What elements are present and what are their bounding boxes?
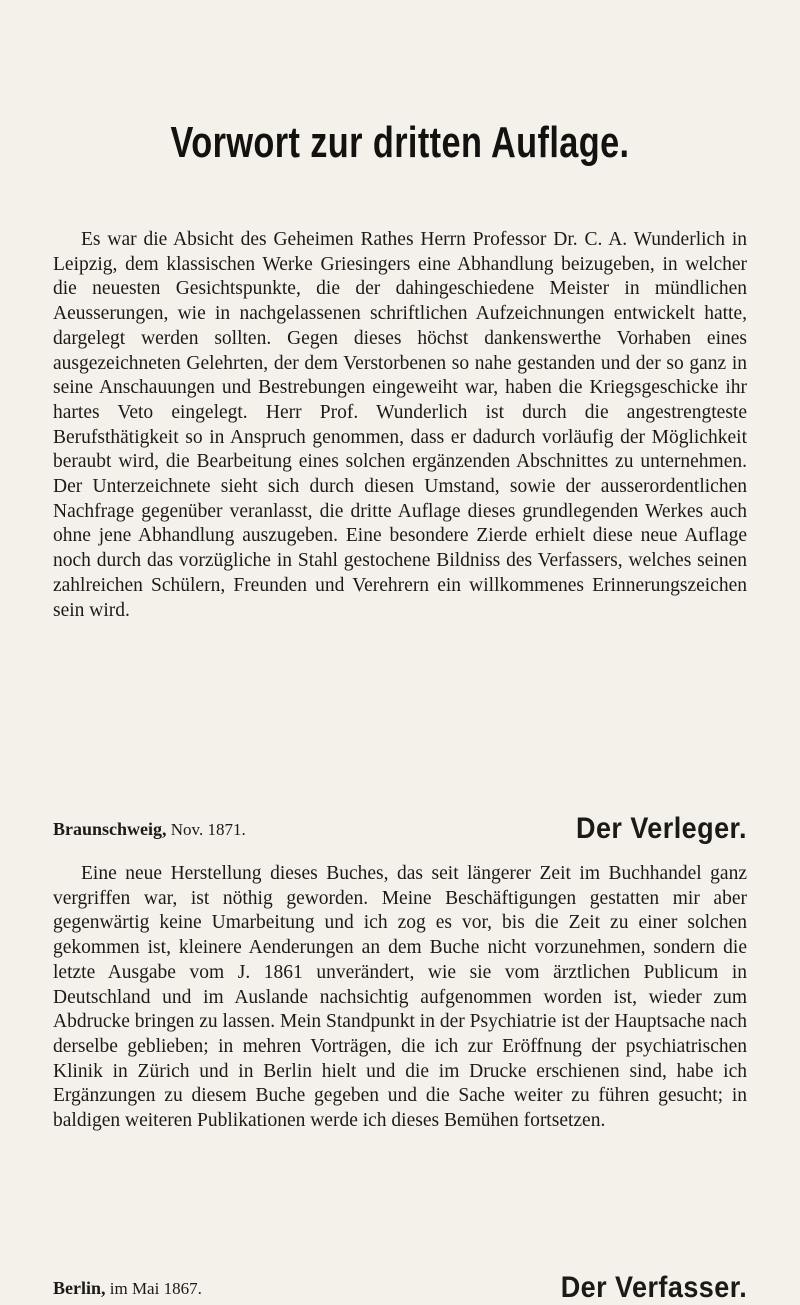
- publisher-date: Nov. 1871.: [170, 820, 246, 839]
- author-date: im Mai 1867.: [109, 1279, 202, 1298]
- publisher-dateline: [53, 819, 246, 840]
- author-signer: Der Verfasser.: [560, 1271, 747, 1304]
- publisher-signature-block: [53, 806, 747, 846]
- preface-publisher-paragraph: Es war die Absicht des Geheimen Rathes Herrn Professor Dr. C. A. Wunderlich in Leipzig, dem klassischen Werke Griesingers eine Abhandlung beizugeben, in welcher die neuesten Gesichtspunkte, die der dahingeschiedene Meister in mündlichen Aeusserungen, wie in nachgelassenen schriftlichen Aufzeichnungen entwickelt hatte, dargelegt werden sollten. Gegen dieses höchst dankenswerthe Vorhaben eines ausgezeichneten Gelehrten, der dem Verstorbenen so nahe gestanden und der so ganz in seine Anschauungen und Bestrebungen eingeweiht war, haben die Kriegsgeschicke ihr hartes Veto eingelegt. Herr Prof. Wunderlich ist durch die angestrengteste Berufsthätigkeit so in Anspruch genommen, dass er dadurch vorläufig der Möglichkeit beraubt wird, die Bearbeitung eines solchen ergänzenden Abschnittes zu unternehmen. Der Unterzeichnete sieht sich durch diesen Umstand, sowie der ausserordentlichen Nachfrage gegenüber veranlasst, die dritte Auflage dieses grundlegenden Werkes auch ohne jene Abhandlung auszugeben. Eine besondere Zierde erhielt diese neue Auflage noch durch das vorzügliche in Stahl gestochene Bildniss des Verfassers, welches seinen zahlreichen Schülern, Freunden und Verehrern ein willkommenes Erinnerungszeichen sein wird.: [53, 229, 747, 621]
- author-place: Berlin,: [53, 1278, 106, 1298]
- publisher-signer: Der Verleger.: [576, 812, 747, 845]
- page-title: Vorwort zur dritten Auflage.: [170, 118, 630, 167]
- author-dateline: [53, 1278, 202, 1299]
- publisher-place: Braunschweig,: [53, 819, 167, 839]
- preface-author-paragraph: Eine neue Herstellung dieses Buches, das seit längerer Zeit im Buchhandel ganz vergriffen war, ist nöthig geworden. Meine Beschäftigungen gestatten mir aber gegenwärtig keine Umarbeitung und ich zog es vor, bis die Zeit zu einer solchen gekommen ist, kleinere Aenderungen an dem Buche nicht vorzunehmen, sondern die letzte Ausgabe vom J. 1861 unverändert, wie sie vom ärztlichen Publicum in Deutschland und im Auslande nachsichtig aufgenommen worden ist, wieder zum Abdrucke bringen zu lassen. Mein Standpunkt in der Psychiatrie ist der Hauptsache nach derselbe geblieben; in mehren Vorträgen, die ich zur Eröffnung der psychiatrischen Klinik in Zürich und in Berlin hielt und die im Drucke erschienen sind, habe ich Ergänzungen zu diesem Buche gegeben und die Sache weiter zu führen gesucht; in baldigen weiteren Publikationen werde ich dieses Bemühen fortsetzen.: [53, 863, 747, 1132]
- author-signature-block: [53, 1265, 747, 1305]
